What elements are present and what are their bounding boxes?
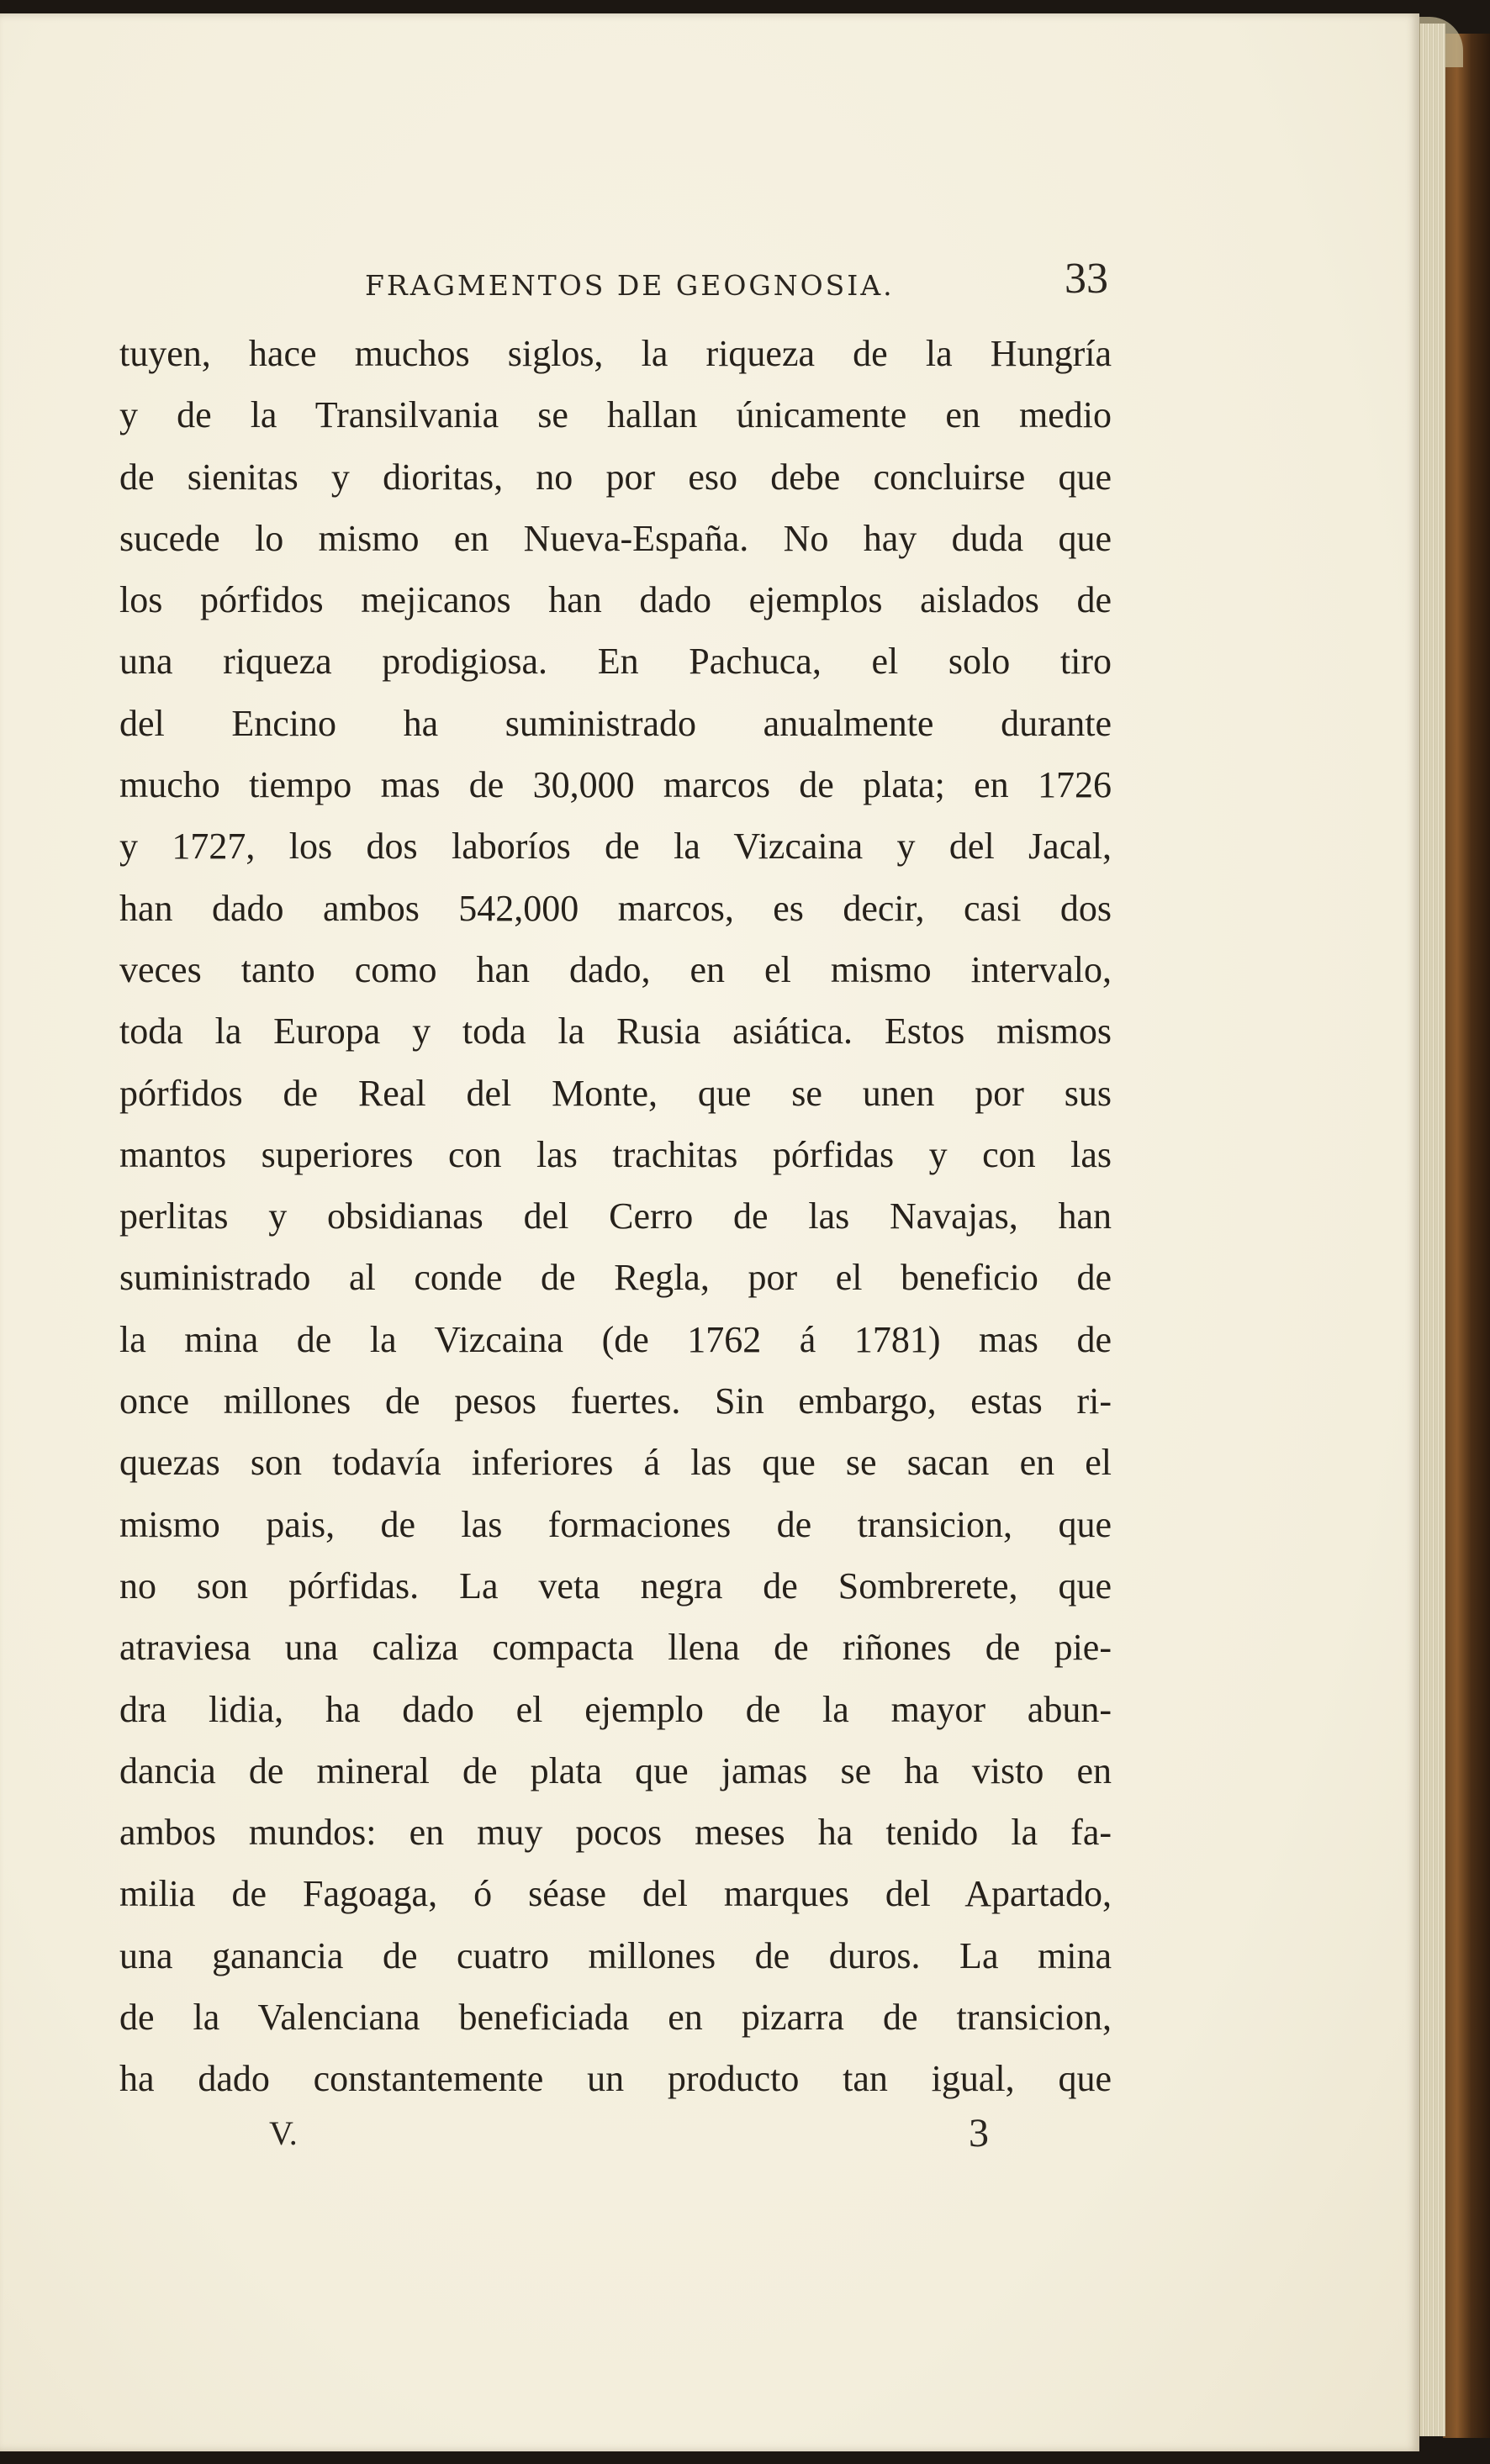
text-line: toda la Europa y toda la Rusia asiática. Estos mismos: [119, 1010, 1112, 1053]
text-line: la mina de la Vizcaina (de 1762 á 1781) mas de: [119, 1318, 1112, 1360]
text-line: una ganancia de cuatro millones de duros. La mina: [119, 1934, 1112, 1976]
text-line: ambos mundos: en muy pocos meses ha tenido la fa-: [119, 1812, 1112, 1854]
text-line: una riqueza prodigiosa. En Pachuca, el solo tiro: [119, 641, 1112, 683]
body-text: [119, 323, 1112, 2110]
text-line: del Encino ha suministrado anualmente durante: [119, 702, 1112, 744]
text-line: mismo pais, de las formaciones de transicion, que: [119, 1503, 1112, 1545]
text-line: mucho tiempo mas de 30,000 marcos de plata; en 1726: [119, 764, 1112, 806]
page-edges: [1419, 24, 1445, 2436]
book-page: [0, 13, 1419, 2451]
text-line: quezas son todavía inferiores á las que se sacan en el: [119, 1442, 1112, 1484]
text-line: once millones de pesos fuertes. Sin embargo, estas ri-: [119, 1380, 1112, 1422]
page-header: [0, 249, 1419, 316]
text-line: sucede lo mismo en Nueva-España. No hay duda que: [119, 517, 1112, 559]
text-line: de sienitas y dioritas, no por eso debe concluirse que: [119, 456, 1112, 498]
running-title: FRAGMENTOS DE GEOGNOSIA.: [365, 269, 895, 302]
text-line: y 1727, los dos laboríos de la Vizcaina y del Jacal,: [119, 826, 1112, 868]
text-line: milia de Fagoaga, ó séase del marques del Apartado,: [119, 1873, 1112, 1915]
text-line: mantos superiores con las trachitas pórfidas y con las: [119, 1133, 1112, 1175]
text-line: no son pórfidas. La veta negra de Sombrerete, que: [119, 1564, 1112, 1607]
text-line: dancia de mineral de plata que jamas se ha visto en: [119, 1749, 1112, 1791]
text-line: tuyen, hace muchos siglos, la riqueza de la Hungría: [119, 333, 1112, 374]
text-line: los pórfidos mejicanos han dado ejemplos aislados de: [119, 579, 1112, 621]
text-line: veces tanto como han dado, en el mismo intervalo,: [119, 948, 1112, 990]
signature-number: 3: [969, 2111, 989, 2155]
book-spine: [1443, 34, 1490, 2438]
page-number: 33: [1065, 255, 1108, 303]
text-line: suministrado al conde de Regla, por el beneficio de: [119, 1257, 1112, 1299]
text-line: y de la Transilvania se hallan únicamente en medio: [119, 394, 1112, 436]
text-line: pórfidos de Real del Monte, que se unen por sus: [119, 1072, 1112, 1114]
text-line: de la Valenciana beneficiada en pizarra de transicion,: [119, 1997, 1112, 2039]
text-line: atraviesa una caliza compacta llena de riñones de pie-: [119, 1627, 1112, 1669]
text-line: perlitas y obsidianas del Cerro de las Navajas, han: [119, 1195, 1112, 1237]
signature-mark: V.: [269, 2114, 298, 2152]
text-line: dra lidia, ha dado el ejemplo de la mayor abun-: [119, 1688, 1112, 1730]
text-line: han dado ambos 542,000 marcos, es decir, casi dos: [119, 887, 1112, 929]
text-line: ha dado constantemente un producto tan igual, que: [119, 2058, 1112, 2100]
